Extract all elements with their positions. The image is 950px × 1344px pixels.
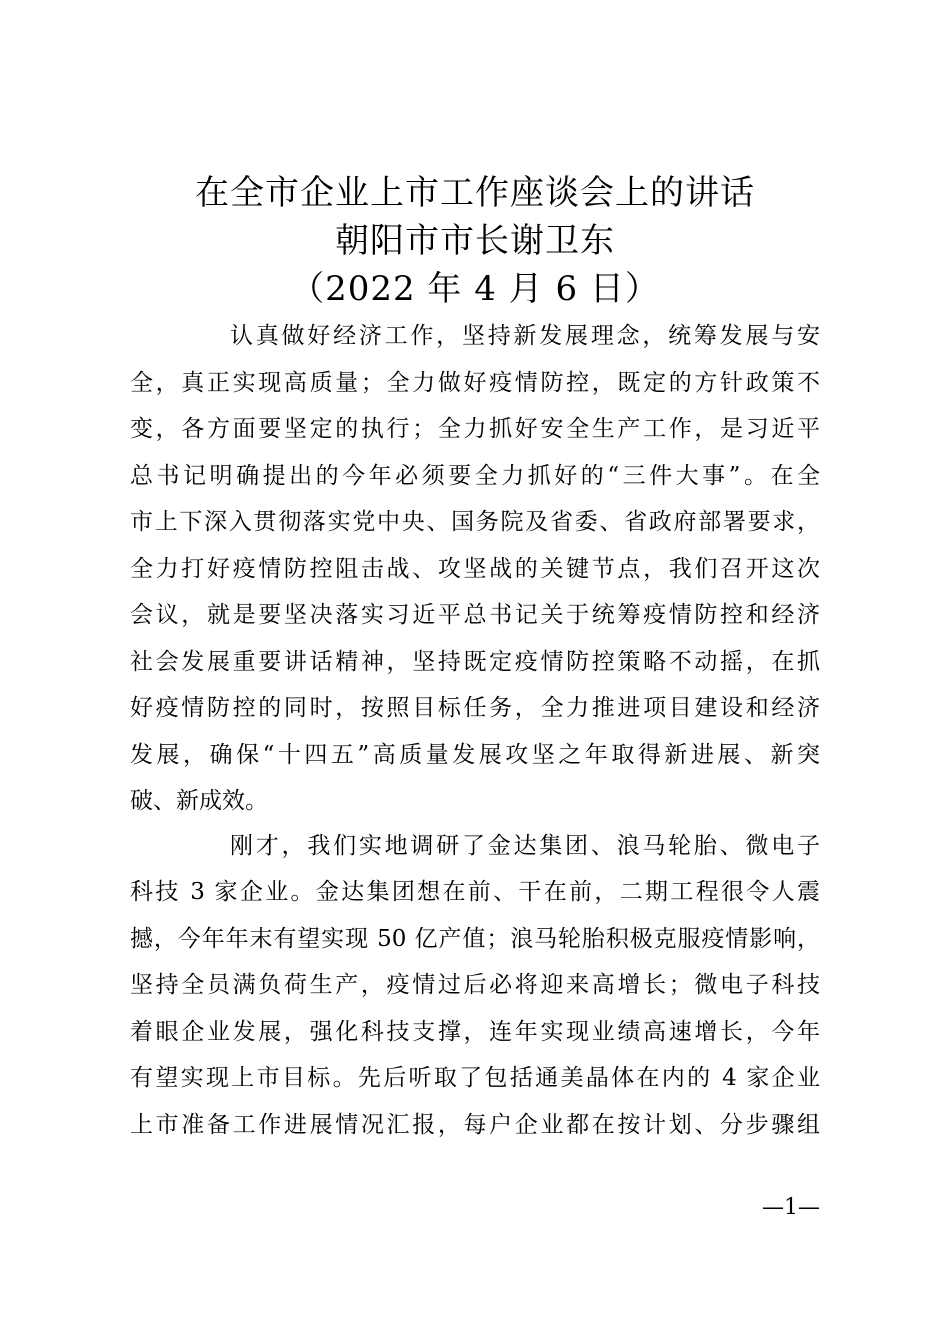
paragraph1-line: 全力打好疫情防控阻击战、攻坚战的关键节点，我们召开这次: [130, 556, 820, 582]
paragraph2-line: 上市准备工作进展情况汇报，每户企业都在按计划、分步骤组: [130, 1112, 820, 1138]
paragraph1-line: 全，真正实现高质量；全力做好疫情防控，既定的方针政策不: [130, 370, 820, 396]
paragraph2-line: 刚才，我们实地调研了金达集团、浪马轮胎、微电子: [230, 833, 820, 859]
paragraph1-line: 好疫情防控的同时，按照目标任务，全力推进项目建设和经济: [130, 695, 820, 721]
paragraph2-line: 有望实现上市目标。先后听取了包括通美晶体在内的 4 家企业: [130, 1065, 820, 1091]
paragraph1-line: 总书记明确提出的今年必须要全力抓好的“三件大事”。在全: [130, 463, 820, 489]
paragraph2-line: 坚持全员满负荷生产，疫情过后必将迎来高增长；微电子科技: [130, 972, 820, 998]
paragraph1-line: 破、新成效。: [130, 788, 268, 814]
document-title: 在全市企业上市工作座谈会上的讲话: [195, 173, 755, 213]
date-line: （2022 年 4 月 6 日）: [290, 269, 660, 309]
speaker-line: 朝阳市市长谢卫东: [335, 221, 615, 261]
paragraph1-line: 社会发展重要讲话精神，坚持既定疫情防控策略不动摇，在抓: [130, 649, 820, 675]
paragraph1-line: 市上下深入贯彻落实党中央、国务院及省委、省政府部署要求，: [130, 509, 820, 535]
paragraph1-line: 会议，就是要坚决落实习近平总书记关于统筹疫情防控和经济: [130, 602, 820, 628]
paragraph1-line: 发展，确保“十四五”高质量发展攻坚之年取得新进展、新突: [130, 742, 820, 768]
paragraph2-line: 撼，今年年末有望实现 50 亿产值；浪马轮胎积极克服疫情影响，: [130, 926, 820, 952]
paragraph1-line: 认真做好经济工作，坚持新发展理念，统筹发展与安: [230, 323, 820, 349]
paragraph2-line: 着眼企业发展，强化科技支撑，连年实现业绩高速增长，今年: [130, 1019, 820, 1045]
paragraph2-line: 科技 3 家企业。金达集团想在前、干在前，二期工程很令人震: [130, 879, 820, 905]
paragraph1-line: 变，各方面要坚定的执行；全力抓好安全生产工作，是习近平: [130, 416, 820, 442]
page-number: —1—: [762, 1195, 820, 1220]
